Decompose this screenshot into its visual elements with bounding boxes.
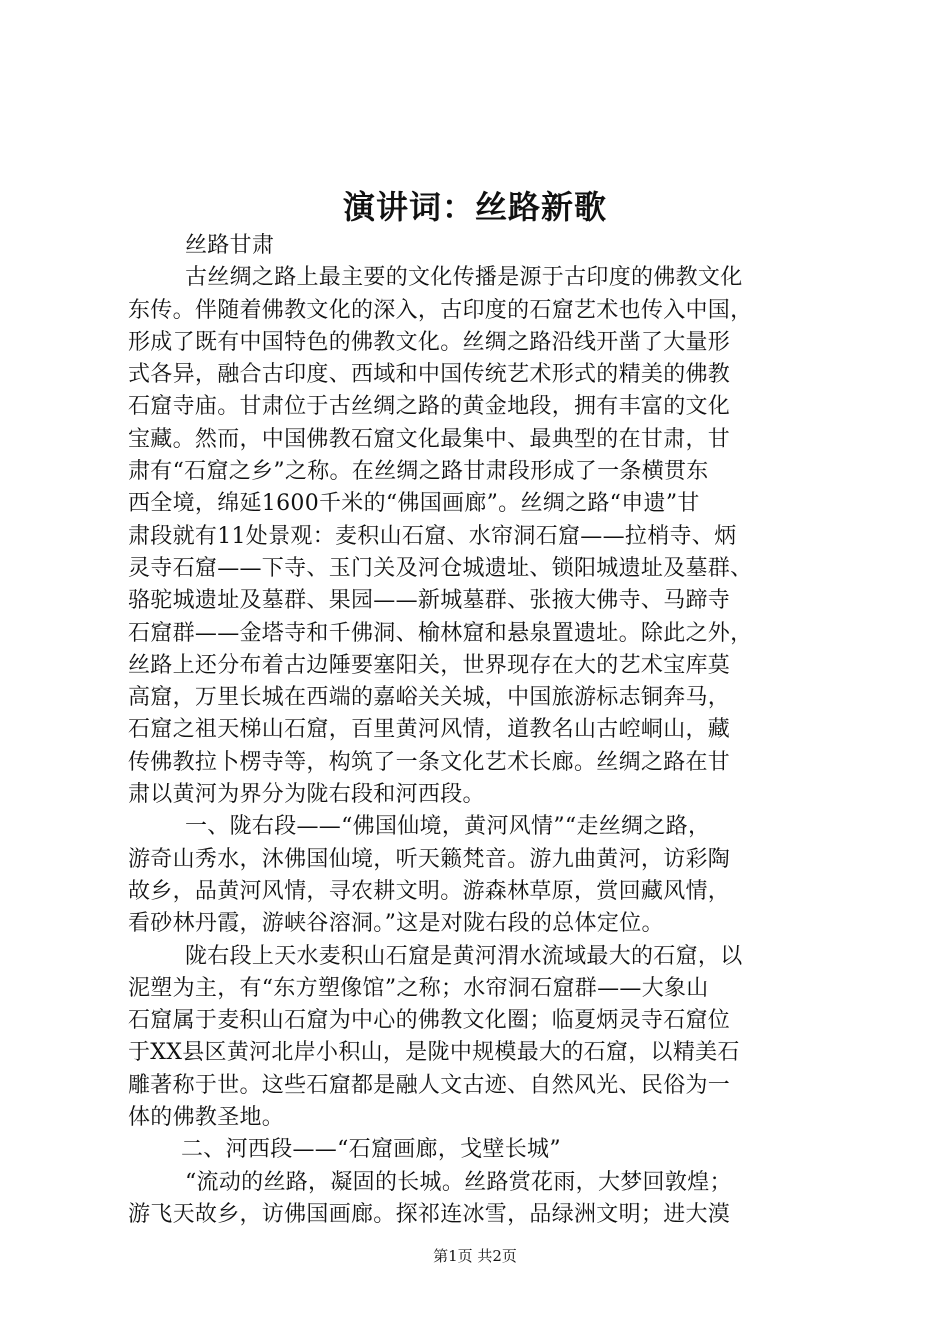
page-title: 演讲词：丝路新歌	[342, 188, 607, 226]
text-line: 石窟群——金塔寺和千佛洞、榆林窟和悬泉置遗址。除此之外，	[128, 620, 753, 646]
text-line: 古丝绸之路上最主要的文化传播是源于古印度的佛教文化	[185, 265, 743, 291]
text-line: “流动的丝路，凝固的长城。丝路赏花雨，大梦回敦煌；	[185, 1169, 732, 1195]
text-line: 骆驼城遗址及墓群、果园——新城墓群、张掖大佛寺、马蹄寺	[128, 588, 731, 614]
text-line: 雕著称于世。这些石窟都是融人文古迹、自然风光、民俗为一	[128, 1072, 731, 1098]
text-line: 肃以黄河为界分为陇右段和河西段。	[128, 782, 485, 808]
text-line: 石窟之祖天梯山石窟，百里黄河风情，道教名山古崆峒山，藏	[128, 717, 731, 743]
text-line: 石窟寺庙。甘肃位于古丝绸之路的黄金地段，拥有丰富的文化	[128, 394, 731, 420]
text-line: 体的佛教圣地。	[128, 1105, 285, 1131]
text-line: 式各异，融合古印度、西域和中国传统艺术形式的精美的佛教	[128, 362, 731, 388]
text-line: 石窟属于麦积山石窟为中心的佛教文化圈；临夏炳灵寺石窟位	[128, 1008, 731, 1034]
text-line: 高窟，万里长城在西端的嘉峪关关城，中国旅游标志铜奔马，	[128, 685, 731, 711]
text-line: 泥塑为主，有“东方塑像馆”之称；水帘洞石窟群——大象山	[128, 975, 709, 1001]
text-line: 肃段就有11处景观：麦积山石窟、水帘洞石窟——拉梢寺、炳	[128, 523, 737, 549]
text-line: 游奇山秀水，沐佛国仙境，听天籁梵音。游九曲黄河，访彩陶	[128, 846, 731, 872]
text-line: 东传。伴随着佛教文化的深入，古印度的石窟艺术也传入中国，	[128, 297, 753, 323]
text-line: 游飞天故乡，访佛国画廊。探祁连冰雪，品绿洲文明；进大漠	[128, 1201, 731, 1227]
text-line: 看砂林丹霞，游峡谷溶洞。”这是对陇右段的总体定位。	[128, 911, 664, 937]
document-body	[128, 230, 828, 1231]
text-line: 形成了既有中国特色的佛教文化。丝绸之路沿线开凿了大量形	[128, 329, 731, 355]
text-line: 肃有“石窟之乡”之称。在丝绸之路甘肃段形成了一条横贯东	[128, 459, 709, 485]
text-line: 丝路甘肃	[185, 233, 275, 258]
text-line: 丝路上还分布着古边陲要塞阳关，世界现存在大的艺术宝库莫	[128, 652, 731, 678]
page-footer: 第1页 共2页	[433, 1247, 517, 1265]
text-line: 二、河西段——“石窟画廊，戈壁长城”	[181, 1137, 561, 1163]
text-line: 传佛教拉卜楞寺等，构筑了一条文化艺术长廊。丝绸之路在甘	[128, 749, 731, 775]
text-line: 于XX县区黄河北岸小积山，是陇中规模最大的石窟，以精美石	[128, 1040, 740, 1066]
text-line: 故乡，品黄河风情，寻农耕文明。游森林草原，赏回藏风情，	[128, 878, 731, 904]
text-line: 一、陇右段——“佛国仙境，黄河风情”“走丝绸之路，	[185, 814, 711, 840]
text-line: 灵寺石窟——下寺、玉门关及河仓城遗址、锁阳城遗址及墓群、	[128, 555, 753, 581]
text-line: 陇右段上天水麦积山石窟是黄河渭水流域最大的石窟，以	[185, 943, 743, 969]
text-line: 西全境，绵延1600千米的“佛国画廊”。丝绸之路“申遗”甘	[128, 491, 700, 517]
text-line: 宝藏。然而，中国佛教石窟文化最集中、最典型的在甘肃，甘	[128, 426, 731, 452]
